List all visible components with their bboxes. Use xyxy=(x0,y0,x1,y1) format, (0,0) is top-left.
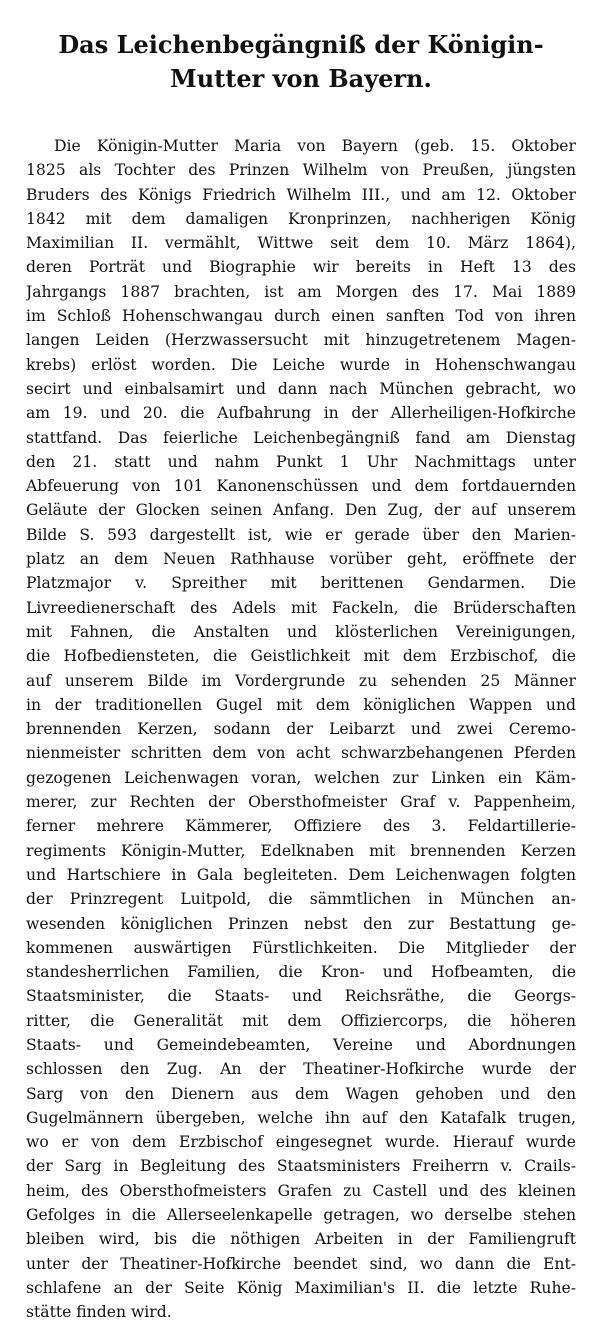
text-line: gezogenen Leichenwagen voran, welchen zur Linken ein Käm- xyxy=(26,768,576,787)
article-title: Das Leichenbegängniß der Königin-Mutter von Bayern. xyxy=(58,30,544,93)
text-line: Geläute der Glocken seinen Anfang. Den Zug, der auf unserem xyxy=(26,501,576,520)
text-line: unter der Theatiner-Hofkirche beendet sind, wo dann die Ent- xyxy=(26,1254,576,1273)
text-line: Gefolges in die Allerseelenkapelle getragen, wo derselbe stehen xyxy=(26,1206,576,1225)
text-line: nienmeister schritten dem von acht schwarzbehangenen Pferden xyxy=(26,744,576,763)
text-line: im Schloß Hohenschwangau durch einen sanften Tod von ihren xyxy=(26,307,576,326)
text-line: Bruders des Königs Friedrich Wilhelm III., und am 12. Oktober xyxy=(26,185,576,204)
text-line: Die Königin-Mutter Maria von Bayern (geb. 15. Oktober xyxy=(54,137,576,155)
text-line: der Prinzregent Luitpold, die sämmtlichen in München an- xyxy=(26,890,576,909)
text-line: heim, des Obersthofmeisters Grafen zu Castell und des kleinen xyxy=(26,1181,576,1200)
text-line: regiments Königin-Mutter, Edelknaben mit brennenden Kerzen xyxy=(26,841,576,860)
text-line: ritter, die Generalität mit dem Offiziercorps, die höheren xyxy=(26,1011,576,1030)
text-line: kommenen auswärtigen Fürstlichkeiten. Die Mitglieder der xyxy=(26,938,576,957)
text-line: den 21. statt und nahm Punkt 1 Uhr Nachmittags unter xyxy=(26,452,576,471)
text-line: 1842 mit dem damaligen Kronprinzen, nachherigen König xyxy=(26,209,576,228)
text-line: standesherrlichen Familien, die Kron- und Hofbeamten, die xyxy=(26,963,576,982)
text-line: merer, zur Rechten der Obersthofmeister Graf v. Pappenheim, xyxy=(26,793,576,812)
text-line: Maximilian II. vermählt, Wittwe seit dem 10. März 1864), xyxy=(26,234,576,253)
text-line: schlossen den Zug. An der Theatiner-Hofkirche wurde der xyxy=(26,1060,576,1079)
text-line: der Sarg in Begleitung des Staatsministers Freiherrn v. Crails- xyxy=(26,1157,576,1176)
text-line: Staats- und Gemeindebeamten, Vereine und Abordnungen xyxy=(26,1035,576,1054)
text-line: langen Leiden (Herzwassersucht mit hinzugetretenem Magen- xyxy=(26,331,576,350)
text-line: Platzmajor v. Spreither mit berittenen Gendarmen. Die xyxy=(26,574,576,593)
text-line: krebs) erlöst worden. Die Leiche wurde in Hohenschwangau xyxy=(26,355,576,374)
text-line: Gugelmännern übergeben, welche ihn auf den Katafalk trugen, xyxy=(26,1108,576,1127)
text-line: deren Porträt und Biographie wir bereits in Heft 13 des xyxy=(26,258,576,277)
text-line: und Hartschiere in Gala begleiteten. Dem Leichenwagen folgten xyxy=(26,865,576,884)
text-line: bleiben wird, bis die nöthigen Arbeiten in der Familiengruft xyxy=(26,1230,576,1249)
text-line: am 19. und 20. die Aufbahrung in der Allerheiligen-Hofkirche xyxy=(26,404,576,423)
text-line: platz an dem Neuen Rathhause vorüber geht, eröffnete der xyxy=(26,550,576,569)
text-line: Livreedienerschaft des Adels mit Fackeln, die Brüderschaften xyxy=(26,598,576,617)
text-line: wesenden königlichen Prinzen nebst den zur Bestattung ge- xyxy=(26,914,576,933)
text-line: auf unserem Bilde im Vordergrunde zu sehenden 25 Männer xyxy=(26,671,576,690)
text-line: mit Fahnen, die Anstalten und klösterlichen Vereinigungen, xyxy=(26,622,576,641)
text-line: 1825 als Tochter des Prinzen Wilhelm von Preußen, jüngsten xyxy=(26,161,576,180)
text-line: in der traditionellen Gugel mit dem königlichen Wappen und xyxy=(26,695,576,714)
text-line: ferner mehrere Kämmerer, Offiziere des 3. Feldartillerie- xyxy=(26,817,576,836)
article-body xyxy=(26,134,576,1325)
text-line: schlafene an der Seite König Maximilian's II. die letzte Ruhe- xyxy=(26,1278,576,1297)
text-line: Abfeuerung von 101 Kanonenschüssen und dem fortdauernden xyxy=(26,477,576,496)
text-line: Sarg von den Dienern aus dem Wagen gehoben und den xyxy=(26,1084,576,1103)
text-line: Bilde S. 593 dargestellt ist, wie er gerade über den Marien- xyxy=(26,525,576,544)
text-line: secirt und einbalsamirt und dann nach München gebracht, wo xyxy=(26,379,576,398)
text-line: wo er von dem Erzbischof eingesegnet wurde. Hierauf wurde xyxy=(26,1133,576,1152)
text-line: Staatsminister, die Staats- und Reichsräthe, die Georgs- xyxy=(26,987,576,1006)
text-line: stätte finden wird. xyxy=(26,1303,172,1322)
text-line: Jahrgangs 1887 brachten, ist am Morgen des 17. Mai 1889 xyxy=(26,282,576,301)
text-line: die Hofbediensteten, die Geistlichkeit mit dem Erzbischof, die xyxy=(26,647,576,666)
text-line: stattfand. Das feierliche Leichenbegängniß fand am Dienstag xyxy=(26,428,576,447)
text-line: brennenden Kerzen, sodann der Leibarzt und zwei Ceremo- xyxy=(26,720,576,739)
